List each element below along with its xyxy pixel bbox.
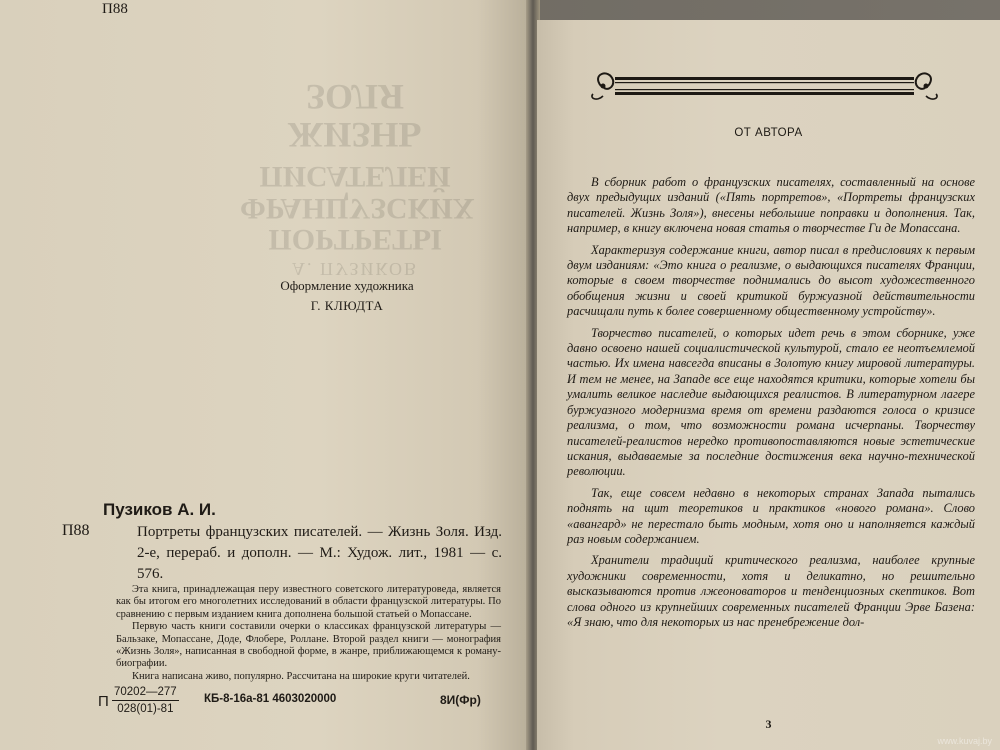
catalog-denominator: 028(01)-81 xyxy=(117,703,174,715)
show-through-line: ПИСАТЕЛЕЙ xyxy=(259,160,451,194)
site-watermark: www.kuvaj.by xyxy=(937,736,992,746)
page-number: 3 xyxy=(765,717,772,731)
section-heading: ОТ АВТОРА xyxy=(734,127,803,139)
annotation xyxy=(116,584,501,683)
catalog-prefix: П xyxy=(98,693,109,710)
annotation-paragraph: Книга написана живо, популярно. Рассчитана на широкие круги читателей. xyxy=(132,670,470,682)
catalog-fraction xyxy=(112,684,179,717)
bibliographic-description: Портреты французских писателей. — Жизнь Золя. Изд. 2-е, перераб. и дополн. — М.: Худож. лит., 1981 — с. 576. xyxy=(137,524,502,582)
foreword-text xyxy=(567,175,975,636)
foreword-paragraph: Так, еще совсем недавно в некоторых странах Запада пытались поднять на щит теоретиков и практиков «нового романа». Слово «авангард» не перестало быть модным, хотя оно и наполняется каждый раз новым содержанием. xyxy=(567,485,975,546)
show-through-line: А. ПУЗИКОВ xyxy=(291,259,419,279)
foreword-paragraph: Хранители традиций критического реализма, наиболее крупные художники современности, хотя и деликатно, но решительно высказываются против лжеоноваторов и тенденциозных скептиков. Вот слова одного из крупнейших современных писателей Франции Эрве Базена: «Я знаю, что для некоторых из нас пренебрежение дол- xyxy=(567,553,975,629)
right-page xyxy=(537,20,1000,750)
top-classification-code: П88 xyxy=(102,1,128,17)
catalog-card xyxy=(0,498,530,728)
foreword-paragraph: Творчество писателей, о которых идет речь в этом сборнике, уже давно освоено нашей социалистической культурой, стало ее неотъемлемой частью. Их имена навсегда вписаны в Золотую книгу мировой литературы. И тем не менее, на Западе все еще находятся критики, которые хотели бы умалить великое наследие выдающихся реалистов. В литературном лагере буржуазного модернизма время от времени раздаются голоса о кризисе реализма, о том, что возможности романа исчерпаны. Творчеству писателей-реалистов нередко противопоставляются новые эстетические искания, выдаваемые за последние достижения века научно-технической революции. xyxy=(567,325,975,479)
card-code: П88 xyxy=(62,522,90,539)
designer-label: Оформление художника xyxy=(280,278,414,293)
foreword-paragraph: В сборник работ о французских писателях, составленный на основе двух предыдущих изданий («Пять портретов», «Портреты французских писателей. Жизнь Золя»), внесены небольшие поправки и дополнения. Так, например, в книгу включена новая статья о творчестве Ги де Мопассана. xyxy=(567,175,975,236)
foreword-paragraph: Характеризуя содержание книги, автор писал в предисловиях к первым двум изданиям: «Это книга о реализме, о выдающихся писателях Франции, которые в своем творчестве поднимались до высот художественного обобщения жизни и своей критикой буржуазной действительности расчищали путь к более совершенному общественному устройству». xyxy=(567,242,975,319)
annotation-paragraph: Первую часть книги составили очерки о классиках французской литературы — Бальзаке, Мопассане, Доде, Флобере, Роллане. Второй раздел книги — монография «Жизнь Золя», написанная в свободной форме, в жанре, приближающемся к роману-биографии. xyxy=(116,621,501,670)
catalog-bbk-code: 8И(Фр) xyxy=(440,693,481,707)
designer-name: Г. КЛЮДТА xyxy=(310,297,384,313)
card-author: Пузиков А. И. xyxy=(103,500,216,519)
show-through-title xyxy=(240,38,475,279)
catalog-numerator: 70202—277 xyxy=(112,684,179,701)
headpiece-ornament-icon xyxy=(587,68,942,104)
show-through-line: ЖИЗНЬ ЗОЛЯ xyxy=(287,76,423,155)
catalog-codes xyxy=(0,684,530,724)
annotation-paragraph: Эта книга, принадлежащая перу известного советского литературоведа, является как бы итогом его многолетних исследований в области французской литературы. По сравнению с первым изданием книга дополнена большой статьей о Мопассане. xyxy=(116,584,501,620)
show-through-line: ПОРТРЕТЫ xyxy=(268,223,442,257)
show-through-line: ФРАНЦУЗСКИХ xyxy=(240,191,475,225)
catalog-kb-code: КБ-8-16а-81 4603020000 xyxy=(204,693,337,705)
designer-credit xyxy=(262,276,432,315)
